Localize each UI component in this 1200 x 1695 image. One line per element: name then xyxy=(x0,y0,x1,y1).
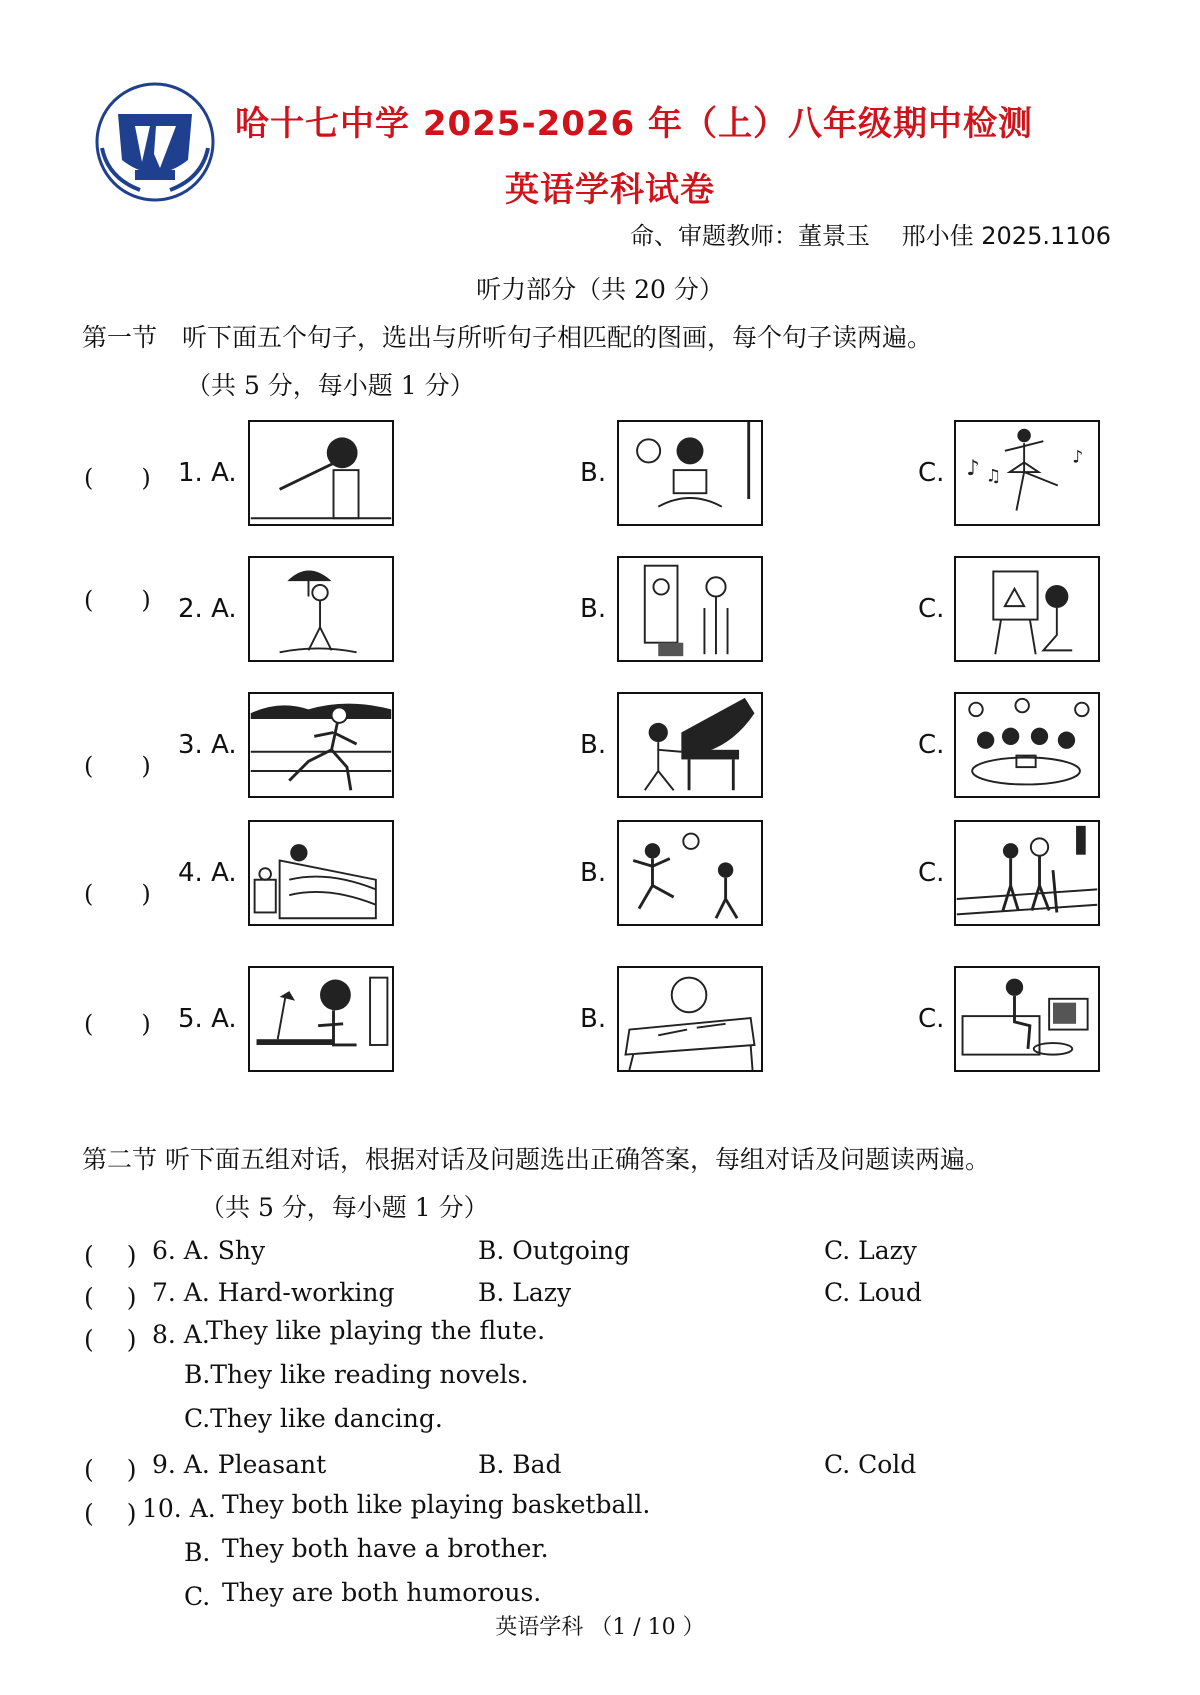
answer-blank-10[interactable]: ( ) xyxy=(84,1499,137,1528)
q6-option-c[interactable]: C. Lazy xyxy=(824,1236,917,1265)
section1-heading: 第一节 听下面五个句子，选出与所听句子相匹配的图画，每个句子读两遍。 xyxy=(82,323,933,352)
q2-label-b: B. xyxy=(580,594,607,624)
q1-label-c: C. xyxy=(918,458,945,488)
page-footer: 英语学科 （1 / 10 ） xyxy=(495,1615,705,1640)
football-kids-icon[interactable] xyxy=(617,820,763,926)
q6-option-a[interactable]: 6. A. Shy xyxy=(152,1236,266,1265)
q10-option-a[interactable]: They both like playing basketball. xyxy=(222,1490,651,1519)
svg-text:♪: ♪ xyxy=(1072,447,1084,468)
q5-label-a: 5. A. xyxy=(178,1004,237,1034)
q2-label-c: C. xyxy=(918,594,945,624)
q3-label-a: 3. A. xyxy=(178,730,237,760)
q9-option-a[interactable]: 9. A. Pleasant xyxy=(152,1450,327,1479)
q2-label-a: 2. A. xyxy=(178,594,237,624)
painting-boy-icon[interactable] xyxy=(954,556,1100,662)
answer-blank-7[interactable]: ( ) xyxy=(84,1283,137,1312)
q8-option-b[interactable]: B.They like reading novels. xyxy=(184,1360,529,1389)
answer-blank-5[interactable]: ( ) xyxy=(84,1010,151,1038)
q4-label-c: C. xyxy=(918,858,945,888)
q10-label-b: B. xyxy=(184,1538,211,1567)
q7-option-a[interactable]: 7. A. Hard-working xyxy=(152,1278,395,1307)
answer-blank-1[interactable]: ( ) xyxy=(84,464,151,492)
q8-option-a[interactable]: They like playing the flute. xyxy=(206,1316,546,1345)
tv-sofa-icon[interactable] xyxy=(954,966,1100,1072)
q5-label-b: B. xyxy=(580,1004,607,1034)
answer-blank-6[interactable]: ( ) xyxy=(84,1241,137,1270)
teachers-line: 命、审题教师：董景玉 邢小佳 2025.1106 xyxy=(630,222,1112,250)
ballet-dancer-icon[interactable] xyxy=(954,420,1100,526)
answer-blank-4[interactable]: ( ) xyxy=(84,880,151,908)
section2-score: （共 5 分，每小题 1 分） xyxy=(200,1193,489,1222)
q6-option-b[interactable]: B. Outgoing xyxy=(478,1236,631,1265)
q9-option-c[interactable]: C. Cold xyxy=(824,1450,917,1479)
umbrella-rain-icon[interactable] xyxy=(248,556,394,662)
q1-label-b: B. xyxy=(580,458,607,488)
q10-option-b[interactable]: They both have a brother. xyxy=(222,1534,549,1563)
q3-label-b: B. xyxy=(580,730,607,760)
q7-option-c[interactable]: C. Loud xyxy=(824,1278,922,1307)
mirror-boy-icon[interactable] xyxy=(617,556,763,662)
homework-girl-icon[interactable] xyxy=(617,966,763,1072)
sleeping-bed-icon[interactable] xyxy=(248,820,394,926)
answer-blank-9[interactable]: ( ) xyxy=(84,1455,137,1484)
q8-option-c[interactable]: C.They like dancing. xyxy=(184,1404,443,1433)
flute-girl-icon[interactable] xyxy=(248,420,394,526)
q7-option-b[interactable]: B. Lazy xyxy=(478,1278,572,1307)
reading-girl-icon[interactable] xyxy=(617,420,763,526)
section2-heading: 第二节 听下面五组对话，根据对话及问题选出正确答案，每组对话及问题读两遍。 xyxy=(82,1145,990,1174)
q10-label-c: C. xyxy=(184,1582,211,1611)
section1-score: （共 5 分，每小题 1 分） xyxy=(186,371,475,400)
svg-text:♪: ♪ xyxy=(966,454,980,480)
svg-text:♫: ♫ xyxy=(985,466,1002,487)
running-man-icon[interactable] xyxy=(248,692,394,798)
q1-label-a: 1. A. xyxy=(178,458,237,488)
q10-option-c[interactable]: They are both humorous. xyxy=(222,1578,542,1607)
q5-label-c: C. xyxy=(918,1004,945,1034)
piano-girl-icon[interactable] xyxy=(617,692,763,798)
q10-number: 10. A. xyxy=(142,1494,216,1523)
q9-option-b[interactable]: B. Bad xyxy=(478,1450,562,1479)
helping-elder-icon[interactable] xyxy=(954,820,1100,926)
exam-subtitle: 英语学科试卷 xyxy=(505,170,715,210)
party-icon[interactable] xyxy=(954,692,1100,798)
answer-blank-2[interactable]: ( ) xyxy=(84,586,151,614)
reading-lamp-icon[interactable] xyxy=(248,966,394,1072)
q8-number: 8. A. xyxy=(152,1320,210,1349)
answer-blank-3[interactable]: ( ) xyxy=(84,752,151,780)
exam-title: 哈十七中学 2025-2026 年（上）八年级期中检测 xyxy=(235,104,1034,144)
answer-blank-8[interactable]: ( ) xyxy=(84,1325,137,1354)
listening-title: 听力部分（共 20 分） xyxy=(476,275,724,304)
q3-label-c: C. xyxy=(918,730,945,760)
q4-label-b: B. xyxy=(580,858,607,888)
q4-label-a: 4. A. xyxy=(178,858,237,888)
